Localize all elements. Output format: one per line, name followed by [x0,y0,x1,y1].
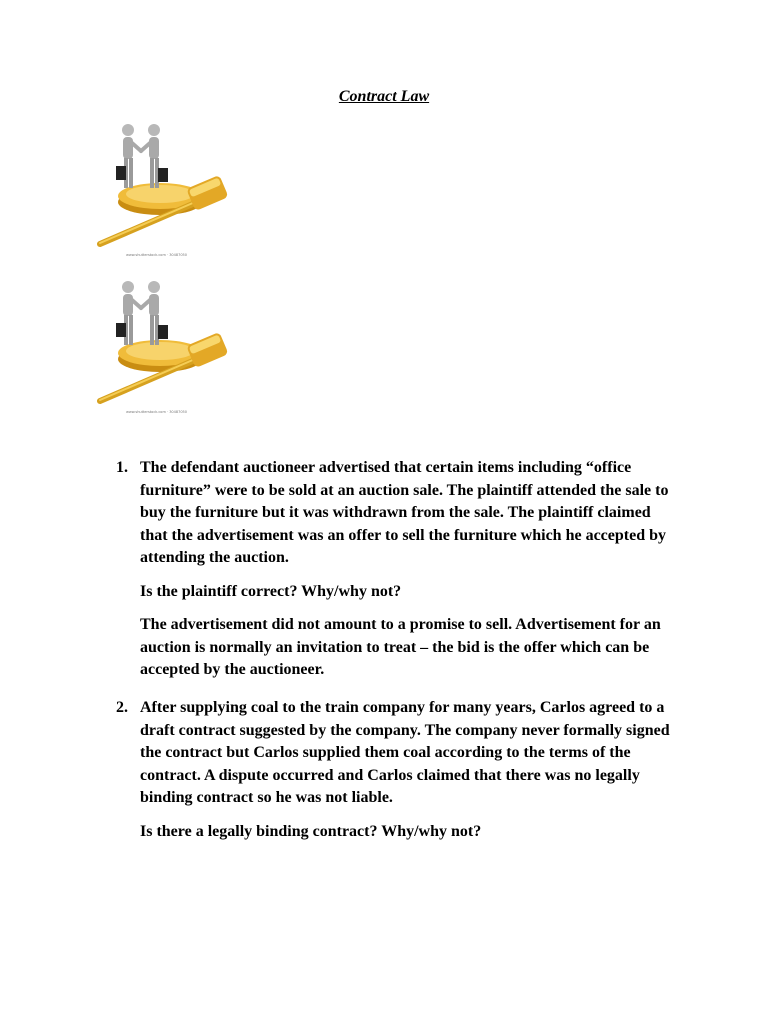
question-item [116,697,676,854]
handshake-gavel-illustration [92,118,232,258]
question-number: 1. [116,459,128,476]
handshake-gavel-illustration [92,275,232,415]
question-item [116,457,676,693]
question-answer: The advertisement did not amount to a promise to sell. Advertisement for an auction is normally an invitation to treat – the bid is the offer which can be accepted by the auctioneer. [140,616,661,678]
handshake-gavel-image [92,275,232,415]
question-prompt: Is there a legally binding contract? Why/why not? [140,822,482,840]
question-prompt: Is the plaintiff correct? Why/why not? [140,582,402,600]
handshake-gavel-image [92,118,232,258]
question-number: 2. [116,699,128,716]
image-watermark: www.shutterstock.com · 30487050 [126,253,188,257]
question-text: The defendant auctioneer advertised that certain items including “office furniture” were to be sold at an auction sale. The plaintiff attended the sale to buy the furniture but it was withdrawn from the sale. The plaintiff claimed that the advertisement was an offer to sell the furniture which he accepted by attending the auction. [140,459,669,566]
question-text: After supplying coal to the train company for many years, Carlos agreed to a draft contract suggested by the company. The company never formally signed the contract but Carlos supplied them coal according to the terms of the contract. A dispute occurred and Carlos claimed that there was no legally binding contract so he was not liable. [140,699,670,806]
document-title: Contract Law [338,88,430,105]
image-watermark: www.shutterstock.com · 30487050 [126,410,188,414]
